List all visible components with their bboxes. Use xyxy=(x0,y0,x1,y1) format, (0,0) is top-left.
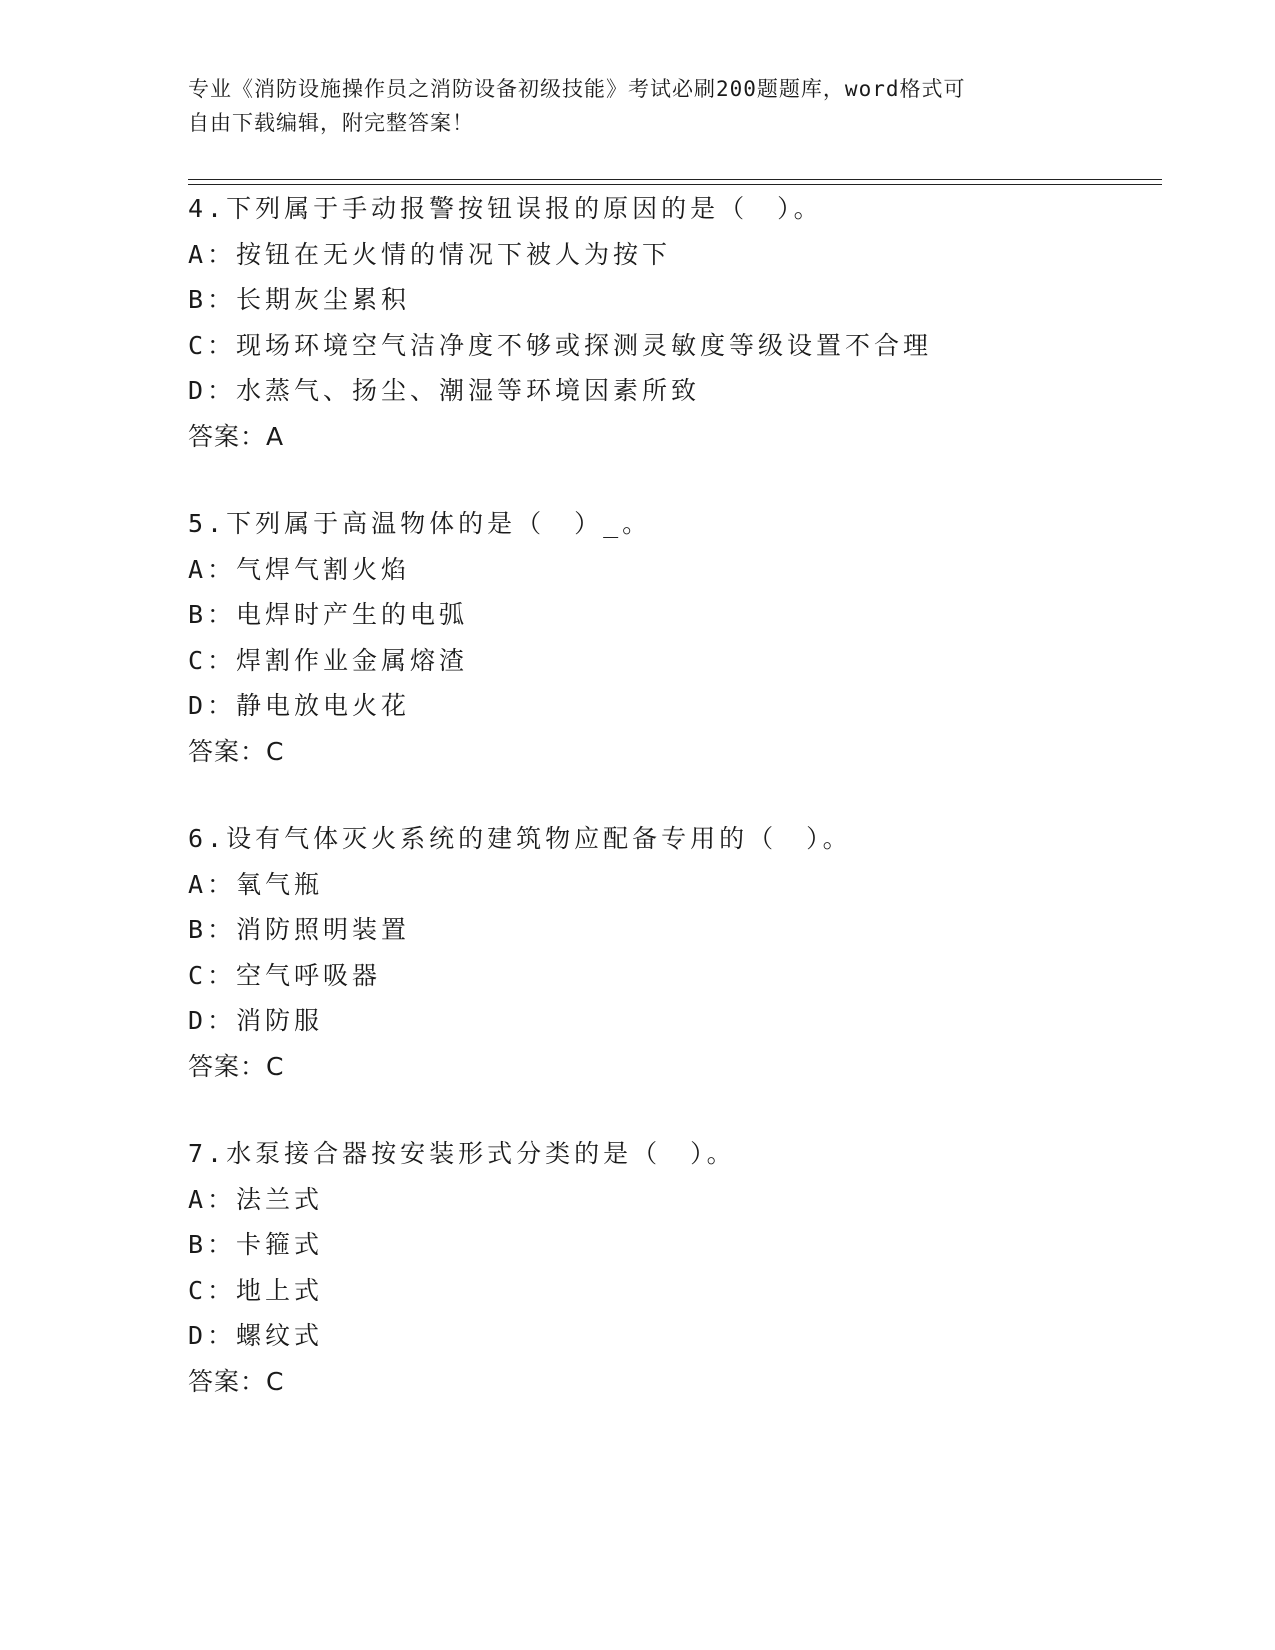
answer-line: 答案：A xyxy=(188,421,285,451)
option-a: A：法兰式 xyxy=(188,1184,324,1214)
option-b: B：卡箍式 xyxy=(188,1230,324,1259)
option-a: A：气焊气割火焰 xyxy=(188,554,411,584)
question-stem: 7.水泵接合器按安装形式分类的是（ ）。 xyxy=(188,1139,736,1168)
option-c: C：地上式 xyxy=(188,1275,324,1305)
header-line-1: 专业《消防设施操作员之消防设备初级技能》考试必刷200题题库，word格式可 xyxy=(188,77,966,101)
question-block-4 xyxy=(188,186,1148,459)
option-d: D：消防服 xyxy=(188,1006,324,1035)
option-b: B：电焊时产生的电弧 xyxy=(188,600,469,629)
option-c: C：空气呼吸器 xyxy=(188,960,382,990)
question-stem: 4.下列属于手动报警按钮误报的原因的是（ ）。 xyxy=(188,194,823,223)
option-d: D：水蒸气、扬尘、潮湿等环境因素所致 xyxy=(188,376,701,405)
option-c: C：现场环境空气洁净度不够或探测灵敏度等级设置不合理 xyxy=(188,330,933,360)
answer-line: 答案：C xyxy=(188,736,285,766)
option-a: A：氧气瓶 xyxy=(188,869,324,899)
question-block-7 xyxy=(188,1131,1148,1404)
option-d: D：静电放电火花 xyxy=(188,691,411,720)
answer-line: 答案：C xyxy=(188,1366,285,1396)
option-a: A：按钮在无火情的情况下被人为按下 xyxy=(188,239,672,269)
question-block-6 xyxy=(188,816,1148,1089)
header-divider-top xyxy=(188,179,1162,180)
option-b: B：消防照明装置 xyxy=(188,915,411,944)
answer-line: 答案：C xyxy=(188,1051,285,1081)
option-c: C：焊割作业金属熔渣 xyxy=(188,645,469,675)
header-divider-bottom xyxy=(188,184,1162,185)
question-stem: 5.下列属于高温物体的是（ ）_。 xyxy=(188,509,652,538)
question-block-5 xyxy=(188,501,1148,774)
option-d: D：螺纹式 xyxy=(188,1321,324,1350)
header-line-2: 自由下载编辑，附完整答案！ xyxy=(188,111,474,135)
option-b: B：长期灰尘累积 xyxy=(188,285,411,314)
question-stem: 6.设有气体灭火系统的建筑物应配备专用的（ ）。 xyxy=(188,824,852,853)
document-header xyxy=(188,72,1088,140)
